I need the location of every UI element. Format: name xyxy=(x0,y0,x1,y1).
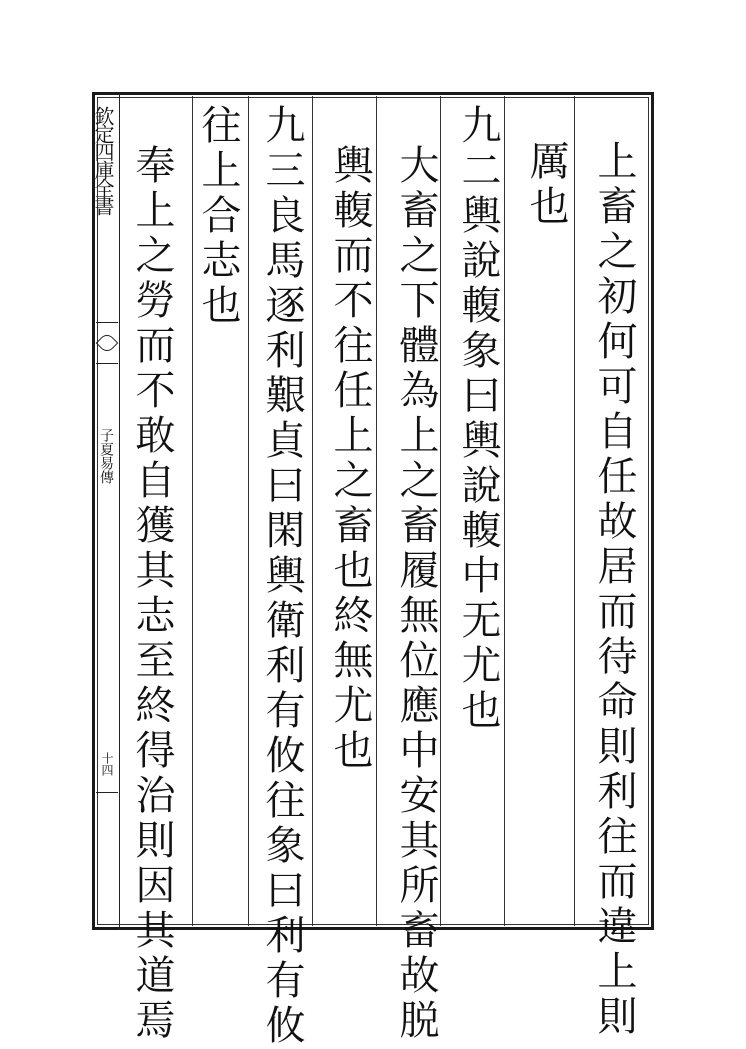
text-column-7: 往上合志也 xyxy=(195,104,241,329)
fish-tail-mark xyxy=(96,322,118,364)
column-rule xyxy=(192,96,193,926)
text-column-2: 厲也 xyxy=(523,140,569,230)
page-number: 十四 xyxy=(100,752,114,776)
column-rule xyxy=(440,96,441,926)
text-column-6: 九三良馬逐利艱貞曰閑輿衛利有攸往象曰利有攸 xyxy=(259,104,305,1049)
text-column-4: 大畜之下體為上之畜履無位應中安其所畜故脱 xyxy=(393,144,439,1044)
text-column-3: 九二輿說輹象曰輿說輹中无尤也 xyxy=(455,104,501,734)
column-rule xyxy=(312,96,313,926)
column-rule xyxy=(248,96,249,926)
column-rule xyxy=(376,96,377,926)
page-number-rule xyxy=(96,792,118,793)
fish-tail-icon xyxy=(96,332,119,355)
text-column-1: 上畜之初何可自任故居而待命則利往而違上則 xyxy=(591,140,637,1040)
page-frame xyxy=(92,92,654,930)
column-rule xyxy=(574,96,575,926)
book-title: 子夏易傳 xyxy=(98,428,114,484)
column-rule xyxy=(504,96,505,926)
text-column-8: 奉上之勞而不敢自獲其志至終得治則因其道焉 xyxy=(129,144,175,1044)
text-column-5: 輿輹而不往任上之畜也終無尤也 xyxy=(327,144,373,774)
collection-title: 欽定四庫全書 xyxy=(91,106,115,214)
margin-column xyxy=(92,92,120,930)
